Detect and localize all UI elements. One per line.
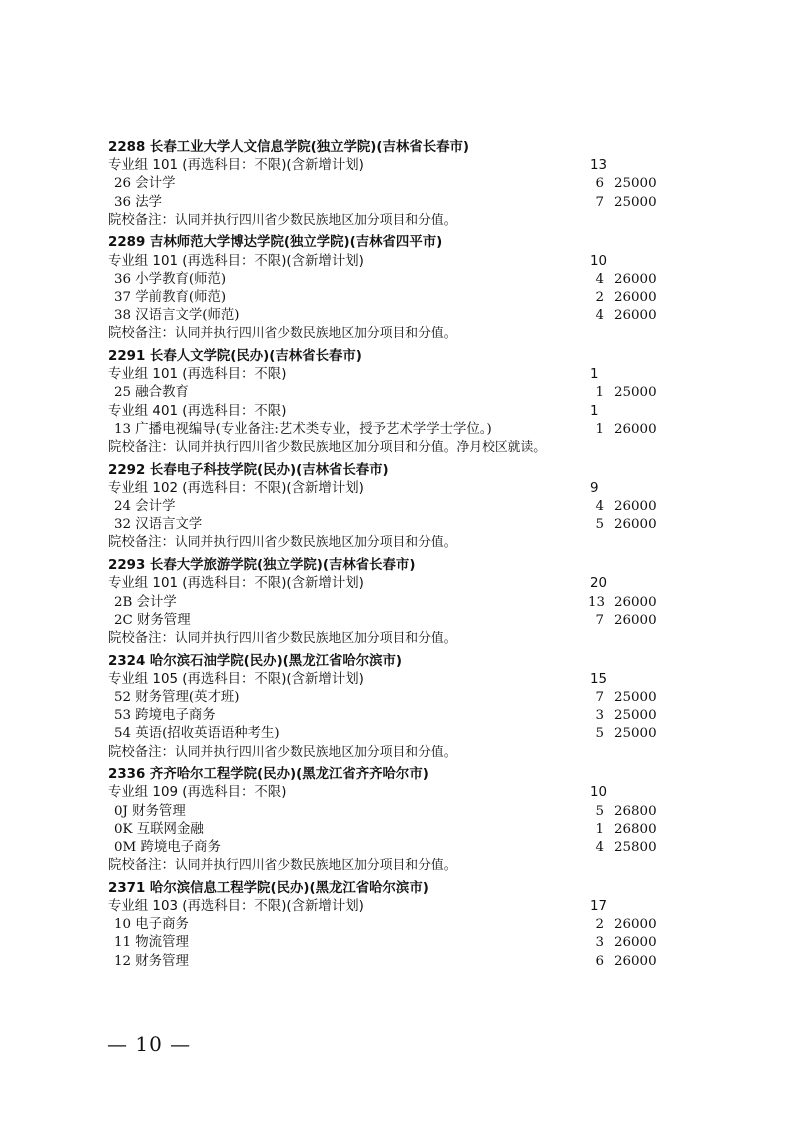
major-name: 0M 跨境电子商务 bbox=[114, 839, 221, 855]
major-row bbox=[108, 839, 708, 857]
group-count: 15 bbox=[590, 671, 608, 687]
group-label: 专业组 101 (再选科目：不限)(含新增计划) bbox=[108, 576, 364, 592]
remark-text: 认同并执行四川省少数民族地区加分项目和分值。 bbox=[174, 858, 457, 874]
group-count: 10 bbox=[590, 785, 608, 801]
major-count: 4 bbox=[595, 308, 604, 324]
major-name: 25 融合教育 bbox=[114, 385, 189, 401]
major-row bbox=[108, 307, 708, 325]
group-count: 1 bbox=[590, 403, 599, 419]
major-count: 3 bbox=[595, 935, 604, 951]
major-row bbox=[108, 516, 708, 534]
major-count: 3 bbox=[595, 708, 604, 724]
major-row bbox=[108, 289, 708, 307]
school-remark bbox=[108, 439, 708, 457]
major-count: 5 bbox=[595, 517, 604, 533]
major-count: 6 bbox=[595, 176, 604, 192]
major-tuition: 25000 bbox=[614, 194, 657, 210]
major-name: 2B 会计学 bbox=[114, 594, 177, 610]
major-count: 4 bbox=[595, 499, 604, 515]
major-name: 12 财务管理 bbox=[114, 953, 189, 969]
remark-text: 认同并执行四川省少数民族地区加分项目和分值。 bbox=[174, 212, 457, 228]
group-label: 专业组 401 (再选科目：不限) bbox=[108, 403, 287, 419]
major-name: 13 广播电视编导(专业备注:艺术类专业，授予艺术学学士学位。) bbox=[114, 421, 492, 437]
major-tuition: 26000 bbox=[614, 290, 657, 305]
school-header: 2324 哈尔滨石油学院(民办)(黑龙江省哈尔滨市) bbox=[108, 653, 403, 669]
remark-text: 认同并执行四川省少数民族地区加分项目和分值。 bbox=[174, 326, 457, 342]
group-label: 专业组 103 (再选科目：不限)(含新增计划) bbox=[108, 899, 364, 914]
group-label: 专业组 101 (再选科目：不限)(含新增计划) bbox=[108, 253, 364, 269]
school-header: 2371 哈尔滨信息工程学院(民办)(黑龙江省哈尔滨市) bbox=[108, 880, 429, 896]
group-label: 专业组 102 (再选科目：不限)(含新增计划) bbox=[108, 480, 364, 496]
major-row bbox=[108, 421, 708, 439]
school-header: 2293 长春大学旅游学院(独立学院)(吉林省长春市) bbox=[108, 558, 416, 574]
major-tuition: 26000 bbox=[614, 612, 657, 628]
major-row bbox=[108, 953, 708, 971]
major-tuition: 25800 bbox=[614, 839, 657, 855]
major-row bbox=[108, 821, 708, 839]
remark-label: 院校备注： bbox=[108, 440, 175, 455]
major-name: 37 学前教育(师范) bbox=[114, 290, 227, 305]
group-row bbox=[108, 575, 708, 593]
major-count: 7 bbox=[595, 689, 604, 705]
school-block bbox=[108, 234, 708, 343]
major-count: 2 bbox=[595, 290, 604, 305]
remark-text: 认同并执行四川省少数民族地区加分项目和分值。 bbox=[174, 630, 457, 646]
major-count: 7 bbox=[595, 612, 604, 628]
major-name: 38 汉语言文学(师范) bbox=[114, 308, 240, 324]
group-label: 专业组 101 (再选科目：不限) bbox=[108, 367, 287, 383]
major-count: 1 bbox=[595, 421, 604, 437]
major-name: 0K 互联网金融 bbox=[114, 821, 204, 837]
school-remark bbox=[108, 534, 708, 552]
school-block bbox=[108, 766, 708, 875]
major-tuition: 25000 bbox=[614, 726, 657, 742]
school-remark bbox=[108, 744, 708, 762]
major-name: 2C 财务管理 bbox=[114, 612, 191, 628]
group-count: 13 bbox=[590, 158, 608, 174]
major-count: 1 bbox=[595, 385, 604, 401]
group-row bbox=[108, 898, 708, 916]
major-name: 52 财务管理(英才班) bbox=[114, 689, 240, 705]
major-count: 2 bbox=[595, 917, 604, 933]
major-name: 11 物流管理 bbox=[114, 935, 189, 951]
group-row bbox=[108, 671, 708, 689]
major-name: 54 英语(招收英语语种考生) bbox=[114, 726, 280, 742]
school-remark bbox=[108, 630, 708, 648]
school-block bbox=[108, 139, 708, 230]
major-tuition: 26800 bbox=[614, 803, 657, 819]
major-name: 24 会计学 bbox=[114, 499, 176, 515]
school-header: 2292 长春电子科技学院(民办)(吉林省长春市) bbox=[108, 462, 389, 478]
group-label: 专业组 101 (再选科目：不限)(含新增计划) bbox=[108, 158, 364, 174]
major-tuition: 25000 bbox=[614, 176, 657, 192]
group-count: 10 bbox=[590, 253, 608, 269]
major-row bbox=[108, 916, 708, 934]
group-label: 专业组 109 (再选科目：不限) bbox=[108, 785, 287, 801]
major-row bbox=[108, 934, 708, 952]
remark-text: 认同并执行四川省少数民族地区加分项目和分值。 bbox=[174, 744, 457, 760]
major-tuition: 26000 bbox=[614, 594, 657, 610]
major-row bbox=[108, 803, 708, 821]
remark-label: 院校备注： bbox=[108, 326, 175, 342]
school-block bbox=[108, 653, 708, 762]
school-block bbox=[108, 880, 708, 971]
major-count: 1 bbox=[595, 821, 604, 837]
remark-label: 院校备注： bbox=[108, 212, 175, 228]
major-name: 32 汉语言文学 bbox=[114, 517, 203, 533]
group-row bbox=[108, 366, 708, 384]
major-tuition: 26000 bbox=[614, 517, 657, 533]
major-name: 36 法学 bbox=[114, 194, 163, 210]
major-count: 4 bbox=[595, 839, 604, 855]
remark-label: 院校备注： bbox=[108, 535, 175, 551]
school-block bbox=[108, 557, 708, 648]
admission-plan-list bbox=[108, 139, 708, 971]
page-number: — 10 — bbox=[107, 1032, 192, 1056]
major-row bbox=[108, 707, 708, 725]
major-row bbox=[108, 594, 708, 612]
major-name: 0J 财务管理 bbox=[114, 803, 186, 819]
school-header: 2289 吉林师范大学博达学院(独立学院)(吉林省四平市) bbox=[108, 235, 443, 251]
major-count: 13 bbox=[588, 594, 606, 610]
group-row bbox=[108, 157, 708, 175]
school-header: 2336 齐齐哈尔工程学院(民办)(黑龙江省齐齐哈尔市) bbox=[108, 767, 429, 783]
major-tuition: 26000 bbox=[614, 271, 657, 287]
school-header: 2291 长春人文学院(民办)(吉林省长春市) bbox=[108, 349, 362, 365]
major-tuition: 25000 bbox=[614, 708, 657, 724]
remark-label: 院校备注： bbox=[108, 744, 175, 760]
major-tuition: 26000 bbox=[614, 953, 657, 969]
major-count: 6 bbox=[595, 953, 604, 969]
major-row bbox=[108, 612, 708, 630]
remark-label: 院校备注： bbox=[108, 630, 175, 646]
major-row bbox=[108, 194, 708, 212]
major-row bbox=[108, 498, 708, 516]
group-label: 专业组 105 (再选科目：不限)(含新增计划) bbox=[108, 671, 364, 687]
school-remark bbox=[108, 212, 708, 230]
major-tuition: 26800 bbox=[614, 821, 657, 837]
remark-text: 认同并执行四川省少数民族地区加分项目和分值。净月校区就读。 bbox=[174, 440, 547, 455]
group-row bbox=[108, 403, 708, 421]
major-tuition: 25000 bbox=[614, 385, 657, 401]
major-tuition: 26000 bbox=[614, 935, 657, 951]
group-count: 17 bbox=[590, 899, 608, 914]
school-header: 2288 长春工业大学人文信息学院(独立学院)(吉林省长春市) bbox=[108, 140, 470, 155]
group-count: 1 bbox=[590, 367, 599, 383]
major-name: 36 小学教育(师范) bbox=[114, 271, 227, 287]
group-row bbox=[108, 480, 708, 498]
major-count: 5 bbox=[595, 726, 604, 742]
remark-label: 院校备注： bbox=[108, 858, 175, 874]
school-block bbox=[108, 348, 708, 457]
major-count: 5 bbox=[595, 803, 604, 819]
major-name: 26 会计学 bbox=[114, 176, 176, 192]
major-tuition: 26000 bbox=[614, 499, 657, 515]
major-tuition: 25000 bbox=[614, 689, 657, 705]
major-tuition: 26000 bbox=[614, 421, 657, 437]
major-tuition: 26000 bbox=[614, 917, 657, 933]
school-remark bbox=[108, 857, 708, 875]
major-name: 53 跨境电子商务 bbox=[114, 708, 216, 724]
school-block bbox=[108, 462, 708, 553]
major-name: 10 电子商务 bbox=[114, 917, 189, 933]
major-tuition: 26000 bbox=[614, 308, 657, 324]
major-count: 4 bbox=[595, 271, 604, 287]
major-row bbox=[108, 384, 708, 402]
major-count: 7 bbox=[595, 194, 604, 210]
group-count: 9 bbox=[590, 480, 599, 496]
group-row bbox=[108, 784, 708, 802]
group-count: 20 bbox=[590, 576, 608, 592]
major-row bbox=[108, 271, 708, 289]
group-row bbox=[108, 253, 708, 271]
major-row bbox=[108, 175, 708, 193]
remark-text: 认同并执行四川省少数民族地区加分项目和分值。 bbox=[174, 535, 457, 551]
school-remark bbox=[108, 325, 708, 343]
major-row bbox=[108, 725, 708, 743]
major-row bbox=[108, 689, 708, 707]
